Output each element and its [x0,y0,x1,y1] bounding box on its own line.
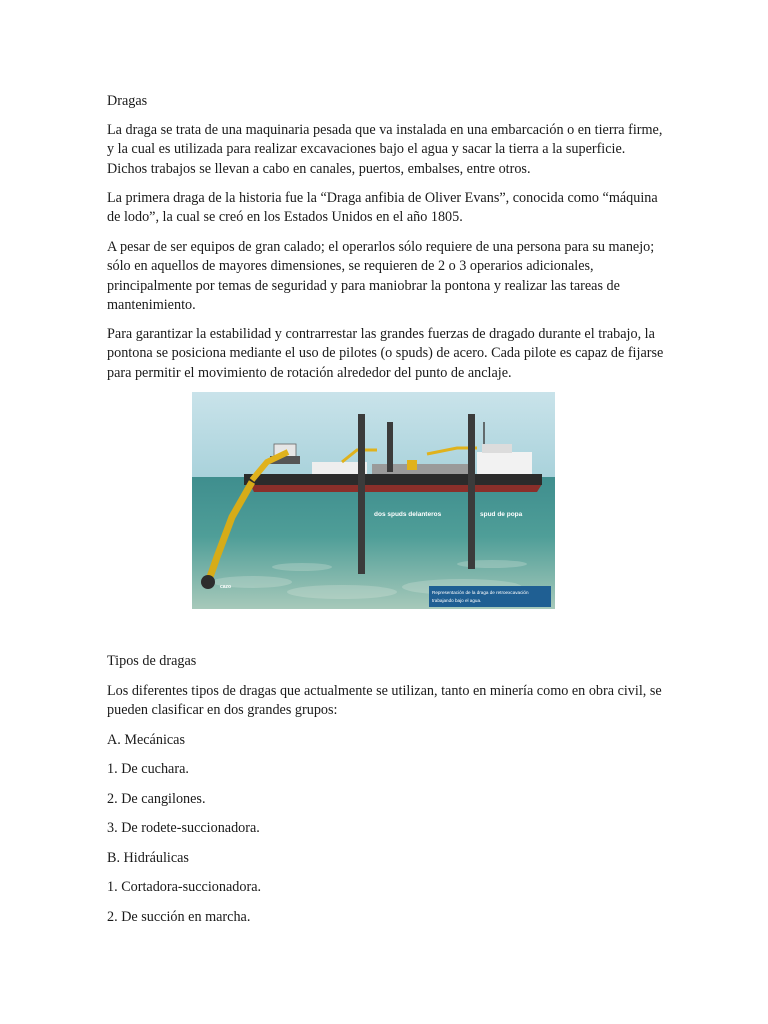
deck-house-right [477,452,532,474]
list-item: 3. De rodete-succionadora. [107,820,260,836]
list-item: 1. Cortadora-succionadora. [107,879,262,895]
paragraph-stability: Para garantizar la estabilidad y contrarrestar las grandes fuerzas de dragado durante el trabajo, la pontona se posiciona mediante el uso de pilotes (o spuds) de acero. Cada pilote es capaz de fijarse para permitir el movimiento de rotación alrededor del punto de anclaje. [107,326,664,381]
paragraph-history: La primera draga de la historia fue la “Draga anfibia de Oliver Evans”, conocida como “máquina de lodo”, la cual se creó en los Estados Unidos en el año 1805. [107,190,658,226]
caption-line-1: Representación de la draga de retroexcavación [432,590,529,595]
paragraph-definition: La draga se trata de una maquinaria pesada que va instalada en una embarcación o en tierra firme, y la cual es utilizada para realizar excavaciones bajo el agua y sacar la tierra a la superficie. Dichos trabajos se llevan a cabo en canales, puertos, embalses, entre otros. [107,122,663,177]
document-heading: Dragas [107,93,148,109]
list-item: B. Hidráulicas [107,850,189,866]
list-item: 1. De cuchara. [107,761,189,777]
label-rear-spud: spud de popa [480,511,523,518]
list-item: 2. De succión en marcha. [107,909,251,925]
rear-spud [468,414,475,569]
label-bucket: cazo [220,584,232,590]
list-item: 2. De cangilones. [107,791,206,807]
label-front-spuds: dos spuds delanteros [374,511,442,518]
front-spud [358,414,365,574]
paragraph-operators: A pesar de ser equipos de gran calado; el operarlos sólo requiere de una persona para su manejo; sólo en aquellos de mayores dimensiones, se requieren de 2 o 3 operarios adicionales, principalmente por temas de seguridad y para maniobrar la pontona y realizar las tareas de mantenimiento. [107,239,655,313]
hull-side [244,474,542,485]
bucket [201,575,215,589]
section2-intro: Los diferentes tipos de dragas que actualmente se utilizan, tanto en minería como en obra civil, se pueden clasificar en dos grandes grupos: [107,683,662,719]
hull-bottom [250,484,542,492]
section2-heading: Tipos de dragas [107,653,197,669]
caption-line-2: trabajando bajo el agua. [432,598,482,603]
dredge-illustration [192,392,555,609]
list-item: A. Mecánicas [107,732,185,748]
